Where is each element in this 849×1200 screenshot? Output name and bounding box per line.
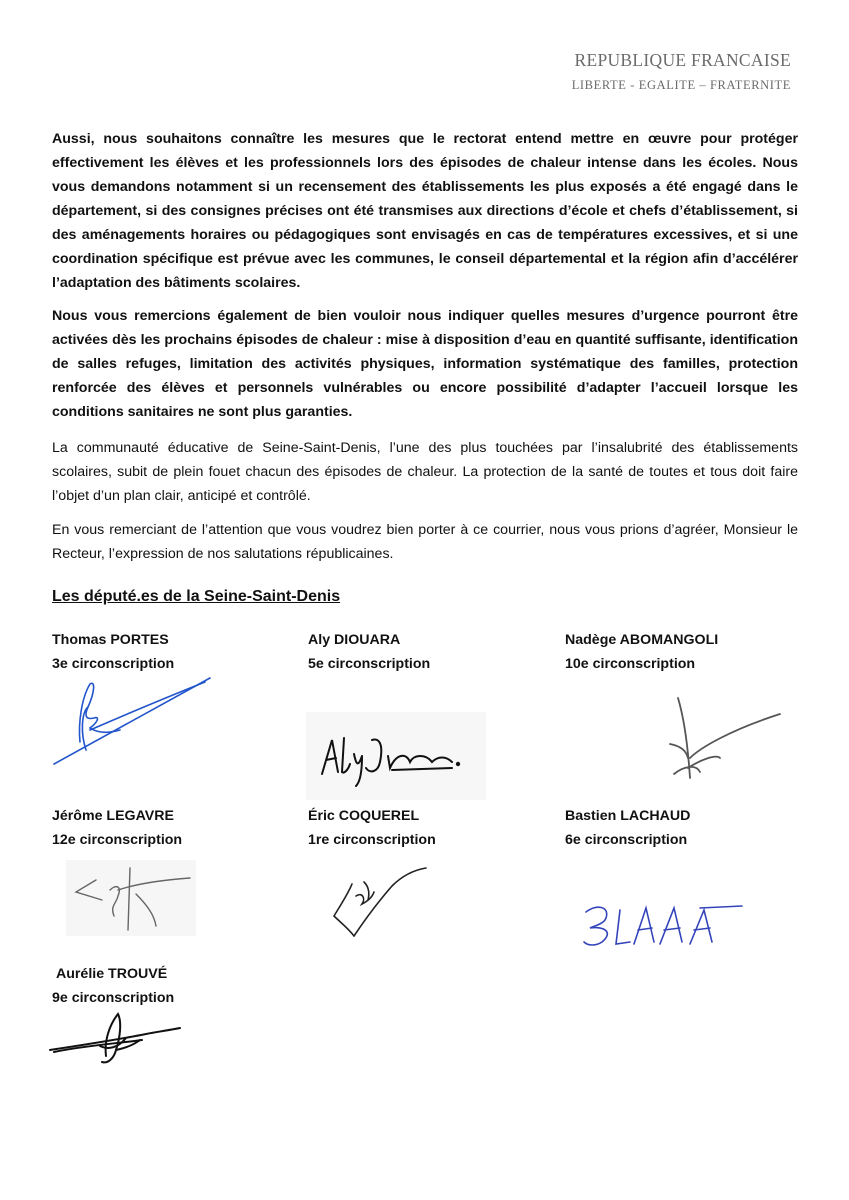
signatory-district: 10e circonscription xyxy=(565,656,696,672)
signatory-block xyxy=(565,628,718,676)
signature-image xyxy=(306,712,486,805)
paragraph-emergency-measures: Nous vous remercions également de bien vouloir nous indiquer quelles mesures d’urgence pourront être activées dès les prochains épisodes de chaleur : mise à disposition d’eau en quantité suffisante, identification de salles refuges, limitation des activités physiques, information systématique des familles, protection renforcée des élèves et personnels vulnérables ou encore possibilité d’adapter l’accueil lorsque les conditions sanitaires ne sont plus garanties. xyxy=(52,308,798,420)
signatory-name: Aurélie TROUVÉ xyxy=(56,966,168,982)
signatory-name: Éric COQUEREL xyxy=(308,808,420,824)
paragraph-closing: En vous remerciant de l’attention que vous voudrez bien porter à ce courrier, nous vous prions d’agréer, Monsieur le Recteur, l’expression de nos salutations républicaines. xyxy=(52,522,798,562)
signatory-name: Nadège ABOMANGOLI xyxy=(565,632,719,648)
letterhead xyxy=(572,48,791,93)
signatory-name: Bastien LACHAUD xyxy=(565,808,691,824)
signatory-block xyxy=(308,804,436,852)
paragraph-measures-question: Aussi, nous souhaitons connaître les mesures que le rectorat entend mettre en œuvre pour protéger effectivement les élèves et les professionnels lors des épisodes de chaleur intense dans les écoles. Nous vous demandons notamment si un recensement des établissements les plus exposés a été engagé dans le département, si des consignes précises ont été transmises aux directions d’école et chefs d’établissement, si des aménagements horaires ou pédagogiques sont envisagés en cas de températures excessives, et si une coordination spécifique est prévue avec les communes, le conseil départemental et la région afin d’accélérer l’adaptation des bâtiments scolaires. xyxy=(52,131,798,291)
signature-image xyxy=(318,862,438,947)
signature-image xyxy=(580,886,750,961)
signatory-district: 5e circonscription xyxy=(308,656,431,672)
signatory-district: 9e circonscription xyxy=(52,990,175,1006)
signature-image xyxy=(66,860,196,941)
signatory-name: Thomas PORTES xyxy=(52,632,169,648)
signature-image xyxy=(46,1010,186,1075)
signatory-block xyxy=(52,962,174,1010)
letterhead-motto: LIBERTE - EGALITE – FRATERNITE xyxy=(571,78,791,92)
letterhead-title: REPUBLIQUE FRANCAISE xyxy=(574,50,791,70)
signatory-name: Jérôme LEGAVRE xyxy=(52,808,174,824)
signatory-district: 6e circonscription xyxy=(565,832,688,848)
signatory-block xyxy=(52,804,182,852)
signatory-district: 12e circonscription xyxy=(52,832,183,848)
signatories-title: Les député.es de la Seine-Saint-Denis xyxy=(52,588,341,605)
signature-image xyxy=(50,672,220,777)
signatory-name: Aly DIOUARA xyxy=(308,632,401,648)
signatory-district: 1re circonscription xyxy=(308,832,436,848)
signatory-block xyxy=(565,804,690,852)
signature-image xyxy=(660,688,790,793)
signatory-block xyxy=(308,628,430,676)
signatory-district: 3e circonscription xyxy=(52,656,175,672)
signatory-block xyxy=(52,628,174,676)
paragraph-community: La communauté éducative de Seine-Saint-Denis, l’une des plus touchées par l’insalubrité des établissements scolaires, subit de plein fouet chacun des épisodes de chaleur. La protection de la santé de toutes et tous doit faire l’objet d’un plan clair, anticipé et contrôlé. xyxy=(52,440,798,504)
